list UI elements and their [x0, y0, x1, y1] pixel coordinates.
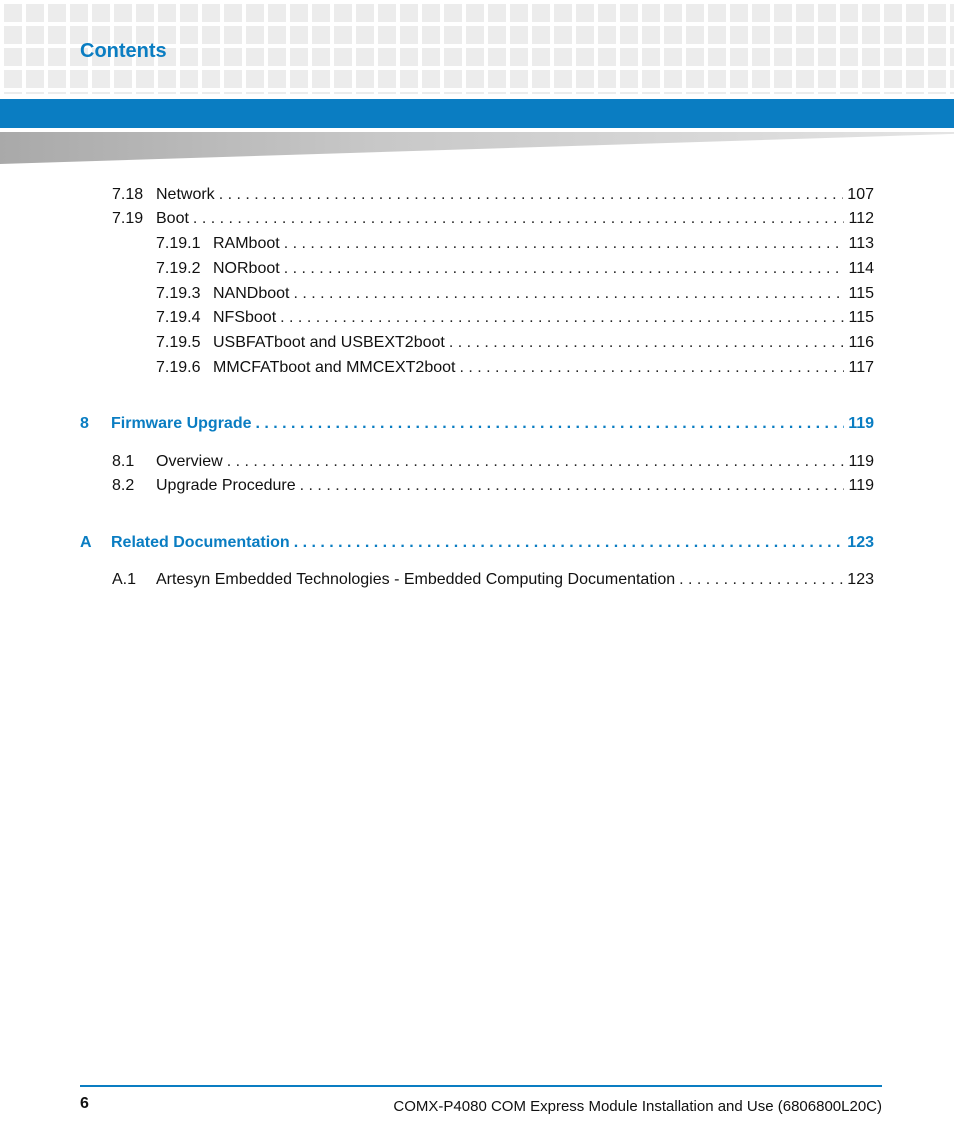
toc-title: Boot [156, 210, 189, 227]
toc-title: Related Documentation [111, 534, 290, 551]
toc-page: 123 [847, 534, 874, 551]
toc-leader [300, 476, 845, 496]
toc-title: NANDboot [213, 285, 290, 302]
toc-title: Overview [156, 453, 223, 470]
toc-leader [294, 533, 844, 553]
toc-entry[interactable] [156, 333, 874, 353]
toc-page: 107 [847, 186, 874, 203]
toc-page: 115 [848, 285, 874, 302]
document-title: COMX-P4080 COM Express Module Installation and Use (6806800L20C) [393, 1098, 882, 1115]
toc-chapter-entry[interactable] [80, 533, 874, 553]
toc-entry[interactable] [112, 185, 874, 205]
toc-title: MMCFATboot and MMCEXT2boot [213, 359, 456, 376]
toc-entry[interactable] [112, 476, 874, 496]
toc-entry[interactable] [156, 259, 874, 279]
page-title: Contents [80, 40, 167, 62]
toc-number: A.1 [112, 571, 137, 588]
toc-title: Artesyn Embedded Technologies - Embedded Computing Documentation [156, 571, 676, 588]
header-gray-wedge [0, 132, 954, 164]
toc-page: 119 [848, 453, 874, 470]
toc-number: A [80, 534, 92, 551]
toc-number: 7.19 [112, 210, 144, 227]
toc-leader [255, 414, 844, 434]
toc-number: 7.19.6 [156, 359, 201, 376]
toc-page: 113 [848, 235, 874, 252]
toc-page: 119 [848, 415, 874, 432]
toc-leader [219, 185, 844, 205]
toc-leader [449, 333, 845, 353]
toc-entry[interactable] [112, 570, 874, 590]
toc-leader [284, 259, 845, 279]
toc-leader [280, 308, 844, 328]
toc-number: 7.18 [112, 186, 144, 203]
toc-leader [293, 284, 844, 304]
toc-entry[interactable] [156, 358, 874, 378]
header-blue-band [0, 99, 954, 128]
toc-number: 8 [80, 415, 89, 432]
toc-page: 114 [848, 260, 874, 277]
toc-page: 112 [848, 210, 874, 227]
toc-title: Upgrade Procedure [156, 477, 296, 494]
toc-page: 117 [848, 359, 874, 376]
toc-leader [227, 452, 845, 472]
toc-page: 123 [847, 571, 874, 588]
toc-number: 8.1 [112, 453, 135, 470]
toc-number: 7.19.1 [156, 235, 201, 252]
toc-title: NFSboot [213, 309, 277, 326]
toc-title: RAMboot [213, 235, 280, 252]
toc-title: USBFATboot and USBEXT2boot [213, 334, 445, 351]
toc-number: 7.19.4 [156, 309, 201, 326]
toc-entry[interactable] [156, 234, 874, 254]
toc-entry[interactable] [156, 308, 874, 328]
toc-title: Network [156, 186, 215, 203]
toc-entry[interactable] [112, 209, 874, 229]
toc-title: Firmware Upgrade [111, 415, 252, 432]
toc-entry[interactable] [156, 284, 874, 304]
toc-page: 115 [848, 309, 874, 326]
toc-number: 7.19.5 [156, 334, 201, 351]
toc-leader [193, 209, 845, 229]
toc-page: 119 [848, 477, 874, 494]
page-number: 6 [80, 1095, 89, 1112]
toc-leader [284, 234, 845, 254]
toc-number: 8.2 [112, 477, 135, 494]
toc-number: 7.19.2 [156, 260, 201, 277]
toc-chapter-entry[interactable] [80, 414, 874, 434]
toc-page: 116 [848, 334, 874, 351]
footer-divider [80, 1085, 882, 1087]
toc-leader [459, 358, 844, 378]
toc-leader [679, 570, 843, 590]
toc-title: NORboot [213, 260, 280, 277]
toc-number: 7.19.3 [156, 285, 201, 302]
toc-entry[interactable] [112, 452, 874, 472]
